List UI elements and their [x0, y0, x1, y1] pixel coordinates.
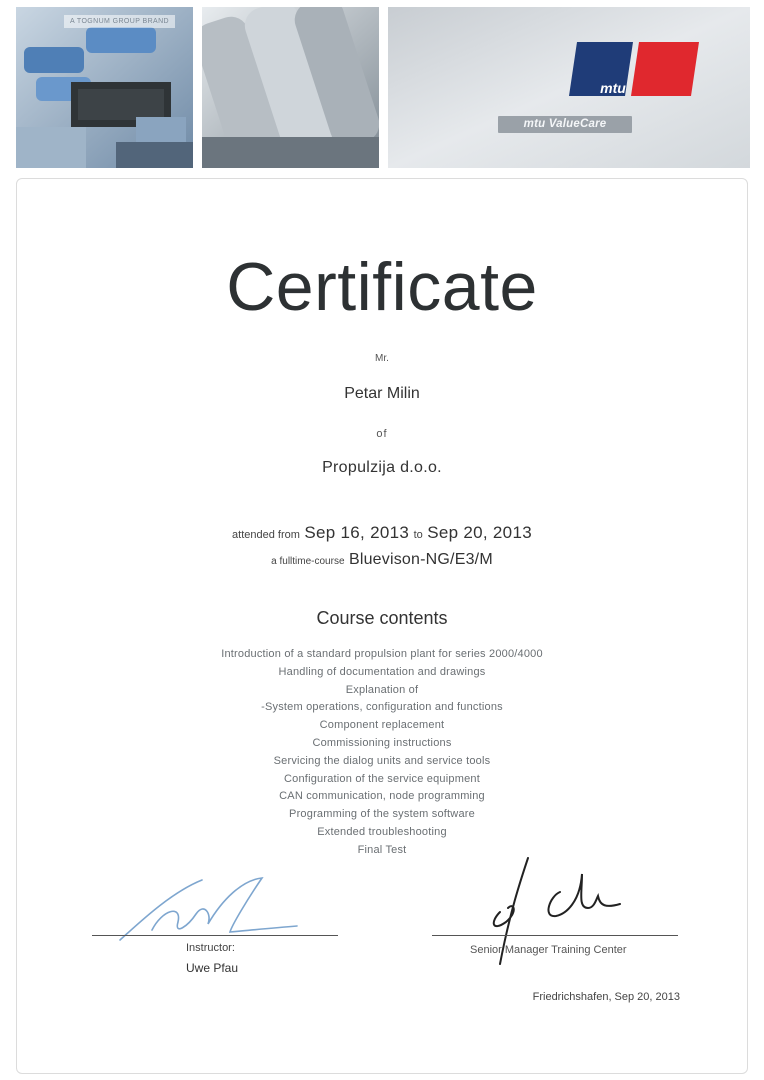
list-item: Configuration of the service equipment [284, 772, 480, 785]
brand-tag: A TOGNUM GROUP BRAND [64, 15, 175, 28]
date-from: Sep 16, 2013 [304, 523, 410, 542]
list-item: Introduction of a standard propulsion plant for series 2000/4000 [221, 648, 543, 660]
of-label: of [376, 428, 388, 440]
instructor-signature-line [92, 935, 338, 936]
course-line [16, 551, 748, 569]
instructor-signature [112, 870, 302, 950]
salutation: Mr. [375, 353, 389, 364]
electronics-photo [16, 7, 193, 168]
recipient-name: Petar Milin [344, 385, 420, 402]
course-name: Bluevison-NG/E3/M [348, 551, 493, 568]
list-item: Programming of the system software [289, 808, 475, 821]
list-item: Explanation of [345, 683, 419, 696]
engine-photo [202, 7, 379, 168]
certificate-title: Certificate [226, 249, 538, 325]
list-item: Final Test [357, 843, 407, 856]
mtu-logo-text: mtu [600, 80, 626, 96]
list-item: Extended troubleshooting [317, 825, 447, 838]
list-item: -System operations, configuration and functions [261, 701, 503, 714]
course-prefix: a fulltime-course [271, 556, 345, 567]
manager-signature-line [432, 935, 678, 936]
senior-manager-label: Senior Manager Training Center [470, 944, 627, 956]
course-contents-list [16, 646, 748, 860]
list-item: Servicing the dialog units and service tools [273, 754, 491, 767]
instructor-label: Instructor: [186, 942, 235, 954]
place-date: Friedrichshafen, Sep 20, 2013 [532, 991, 680, 1003]
attended-prefix: attended from [232, 529, 300, 541]
attendance-line [16, 523, 748, 543]
list-item: Component replacement [319, 719, 445, 732]
to-label: to [413, 529, 423, 541]
instructor-name: Uwe Pfau [186, 961, 239, 975]
list-item: Handling of documentation and drawings [278, 665, 486, 678]
company-name: Propulzija d.o.o. [322, 459, 442, 476]
valuecare-label: mtu ValueCare [523, 118, 607, 130]
course-contents-title: Course contents [316, 608, 448, 628]
date-to: Sep 20, 2013 [427, 523, 532, 542]
list-item: Commissioning instructions [312, 736, 452, 749]
list-item: CAN communication, node programming [279, 790, 485, 803]
